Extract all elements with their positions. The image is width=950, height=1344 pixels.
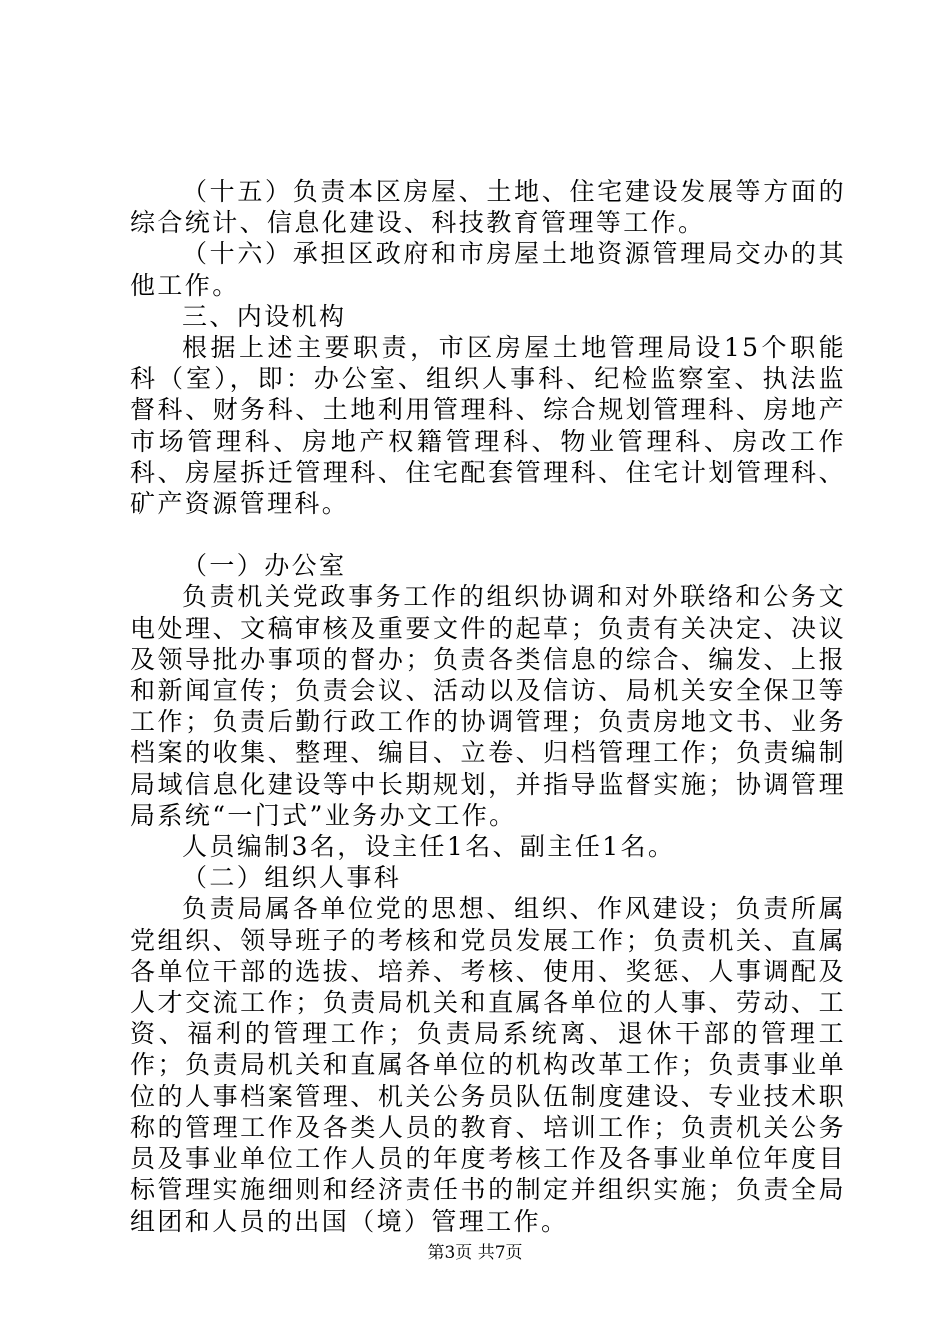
subsection-heading-office: （一）办公室 bbox=[182, 551, 347, 581]
section-heading-internal-institutions: 三、内设机构 bbox=[182, 301, 347, 331]
paragraph-institutions-list: 根据上述主要职责，市区房屋土地管理局设15个职能科（室），即：办公室、组织人事科、纪检监察室、执法监督科、财务科、土地利用管理科、综合规划管理科、房地产市场管理科、房地产权籍管理科、物业管理科、房改工作科、房屋拆迁管理科、住宅配套管理科、住宅计划管理科、矿产资源管理科。 bbox=[130, 333, 846, 519]
paragraph-item-16: （十六）承担区政府和市房屋土地资源管理局交办的其他工作。 bbox=[130, 239, 846, 300]
document-body bbox=[130, 176, 846, 1237]
paragraph-office-staffing: 人员编制3名，设主任1名、副主任1名。 bbox=[182, 832, 676, 862]
paragraph-office-duties: 负责机关党政事务工作的组织协调和对外联络和公务文电处理、文稿审核及重要文件的起草；负责有关决定、决议及领导批办事项的督办；负责各类信息的综合、编发、上报和新闻宣传；负责会议、活动以及信访、局机关安全保卫等工作；负责后勤行政工作的协调管理；负责房地文书、业务档案的收集、整理、编目、立卷、归档管理工作；负责编制局域信息化建设等中长期规划，并指导监督实施；协调管理局系统“一门式”业务办文工作。 bbox=[130, 582, 846, 830]
subsection-heading-personnel: （二）组织人事科 bbox=[182, 863, 402, 893]
paragraph-item-15: （十五）负责本区房屋、土地、住宅建设发展等方面的综合统计、信息化建设、科技教育管理等工作。 bbox=[130, 177, 846, 238]
paragraph-personnel-duties: 负责局属各单位党的思想、组织、作风建设；负责所属党组织、领导班子的考核和党员发展工作；负责机关、直属各单位干部的选拔、培养、考核、使用、奖惩、人事调配及人才交流工作；负责局机关和直属各单位的人事、劳动、工资、福利的管理工作；负责局系统离、退休干部的管理工作；负责局机关和直属各单位的机构改革工作；负责事业单位的人事档案管理、机关公务员队伍制度建设、专业技术职称的管理工作及各类人员的教育、培训工作；负责机关公务员及事业单位工作人员的年度考核工作及各事业单位年度目标管理实施细则和经济责任书的制定并组织实施；负责全局组团和人员的出国（境）管理工作。 bbox=[130, 894, 846, 1236]
page-number-footer: 第3页 共7页 bbox=[427, 1243, 523, 1263]
